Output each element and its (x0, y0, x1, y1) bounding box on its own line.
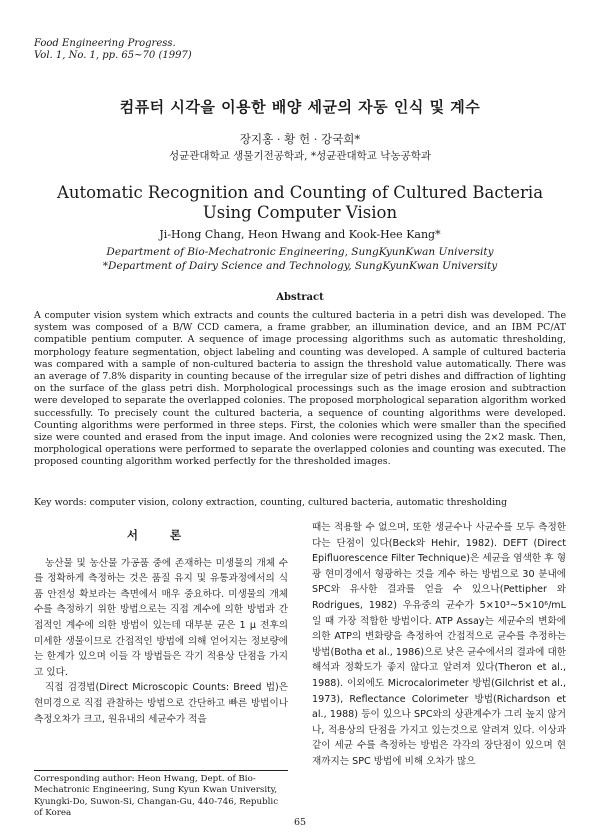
abstract-text: A computer vision system which extracts and counts the cultured bacteria in a petri dish was developed. The system was composed of a B/W CCD camera, a frame grabber, an illumination device, and an IBM PC/AT compatible pentium computer. A sequence of image processing algorithms such as automatic thresholding, morphology feature segmentation, object labeling and counting was developed. A sample of cultured bacteria was compared with a sample of non-cultured bacteria to assign the threshold value automatically. There was an average of 7.8% disparity in counting because of the irregular size of petri dishes and diffraction of lighting on the surface of the glass petri dish. Morphological processings such as the image erosion and subtraction were developed to separate the overlapped colonies. The proposed morphological separation algorithm worked successfully. To precisely count the cultured bacteria, a sequence of counting algorithms were developed. Counting algorithms were performed in three steps. First, the colonies which were smaller than the specified size were counted and erased from the input image. And colonies were recognized using the 2×2 mask. Then, morphological operations were performed to separate the overlapped colonies and counting was executed. The proposed counting algorithm worked perfectly for the thresholded images. (34, 310, 566, 468)
keywords: Key words: computer vision, colony extraction, counting, cultured bacteria, automatic thresholding (34, 497, 508, 508)
section-heading: 서 론 (126, 528, 196, 542)
corresponding-author-footnote: Corresponding author: Heon Hwang, Dept. of Bio-Mechatronic Engineering, Sung Kyun Kwan University, Kyungki-Do, Suwon-Si, Changan-Gu, 440-746, Republic of Korea (34, 774, 279, 819)
intro-paragraph-continued: 때는 적용할 수 없으며, 또한 생균수나 사균수를 모두 측정한다는 단점이 있다(Beck와 Hehir, 1982). DEFT (Direct Epifluorescence Filter Technique)은 세균을 염색한 후 형광 현미경에서 형광하는 것을 계수 하는 방법으로 30 분내에 SPC와 유사한 결과를 얻을 수 있으나(Pettipher 와 Rodrigues, 1982) 우유중의 균수가 5×10³~5×10⁶/mL 일 때 가장 적합한 방법이다. ATP Assay는 세균수의 변화에 의한 ATP의 변화량을 측정하여 간접적으로 균수를 추정하는 방법(Botha et al., 1986)으로 낮은 균수에서의 결과에 대한 해석과 정확도가 좋지 않다고 알려져 있다(Theron et al., 1988). 이외에도 Microcalorimeter 방법(Gilchrist et al., 1973), Reflectance Colorimeter 방법(Richardson et al., 1988) 등이 있으나 SPC와의 상관계수가 그리 높지 않거나, 적용상의 단점을 가지고 있는것으로 알려져 있다. 이상과 같이 세균 수를 측정하는 방법은 각각의 장단점이 있으며 현재까지는 SPC 방법에 비해 오차가 많으 (312, 522, 567, 767)
journal-name: Food Engineering Progress. (34, 38, 176, 49)
footnote-divider (34, 770, 288, 771)
affiliation-2: *Department of Dairy Science and Technology, SungKyunKwan University (102, 260, 498, 272)
intro-paragraph-1: 농산물 및 농산물 가공품 중에 존재하는 미생물의 개체 수를 정확하게 측정하는 것은 품질 유지 및 유통과정에서의 식품 안전성 확보라는 측면에서 매우 중요하다. 미생물의 개체 수를 측정하기 위한 방법으로는 직접 계수에 의한 방법과 간접적인 계수에 의한 방법이 있는데 대부분 균은 1 μ 전후의 미세한 생물이므로 간접적인 방법에 의해 얻어지는 정보량에는 한계가 있으며 이들 각 방법들은 각기 적용상 단점을 가지고 있다. (34, 557, 288, 678)
english-affiliations (0, 245, 600, 273)
english-title (0, 183, 600, 223)
left-column (34, 528, 288, 727)
korean-title: 컴퓨터 시각을 이용한 배양 세균의 자동 인식 및 계수 (119, 98, 481, 116)
journal-volume: Vol. 1, No. 1, pp. 65~70 (1997) (34, 50, 192, 61)
affiliation-1: Department of Bio-Mechatronic Engineering, SungKyunKwan University (106, 246, 494, 258)
right-column (312, 520, 566, 770)
korean-affiliation: 성균관대학교 생물기전공학과, *성균관대학교 낙농공학과 (168, 150, 432, 162)
page-number: 65 (293, 817, 307, 828)
intro-paragraph-2: 직접 검경법(Direct Microscopic Counts: Breed 법)은 현미경으로 직접 관찰하는 방법으로 간단하고 빠른 방법이나 측정오차가 크고, 원유내의 세균수가 적을 (34, 682, 288, 725)
english-authors: Ji-Hong Chang, Heon Hwang and Kook-Hee Kang* (159, 228, 441, 241)
abstract-heading: Abstract (276, 292, 324, 303)
english-title-line1: Automatic Recognition and Counting of Cultured Bacteria (56, 183, 544, 202)
journal-citation (34, 38, 192, 62)
english-title-line2: Using Computer Vision (202, 203, 398, 222)
korean-authors: 장지홍 · 황 헌 · 강국희* (239, 132, 361, 146)
